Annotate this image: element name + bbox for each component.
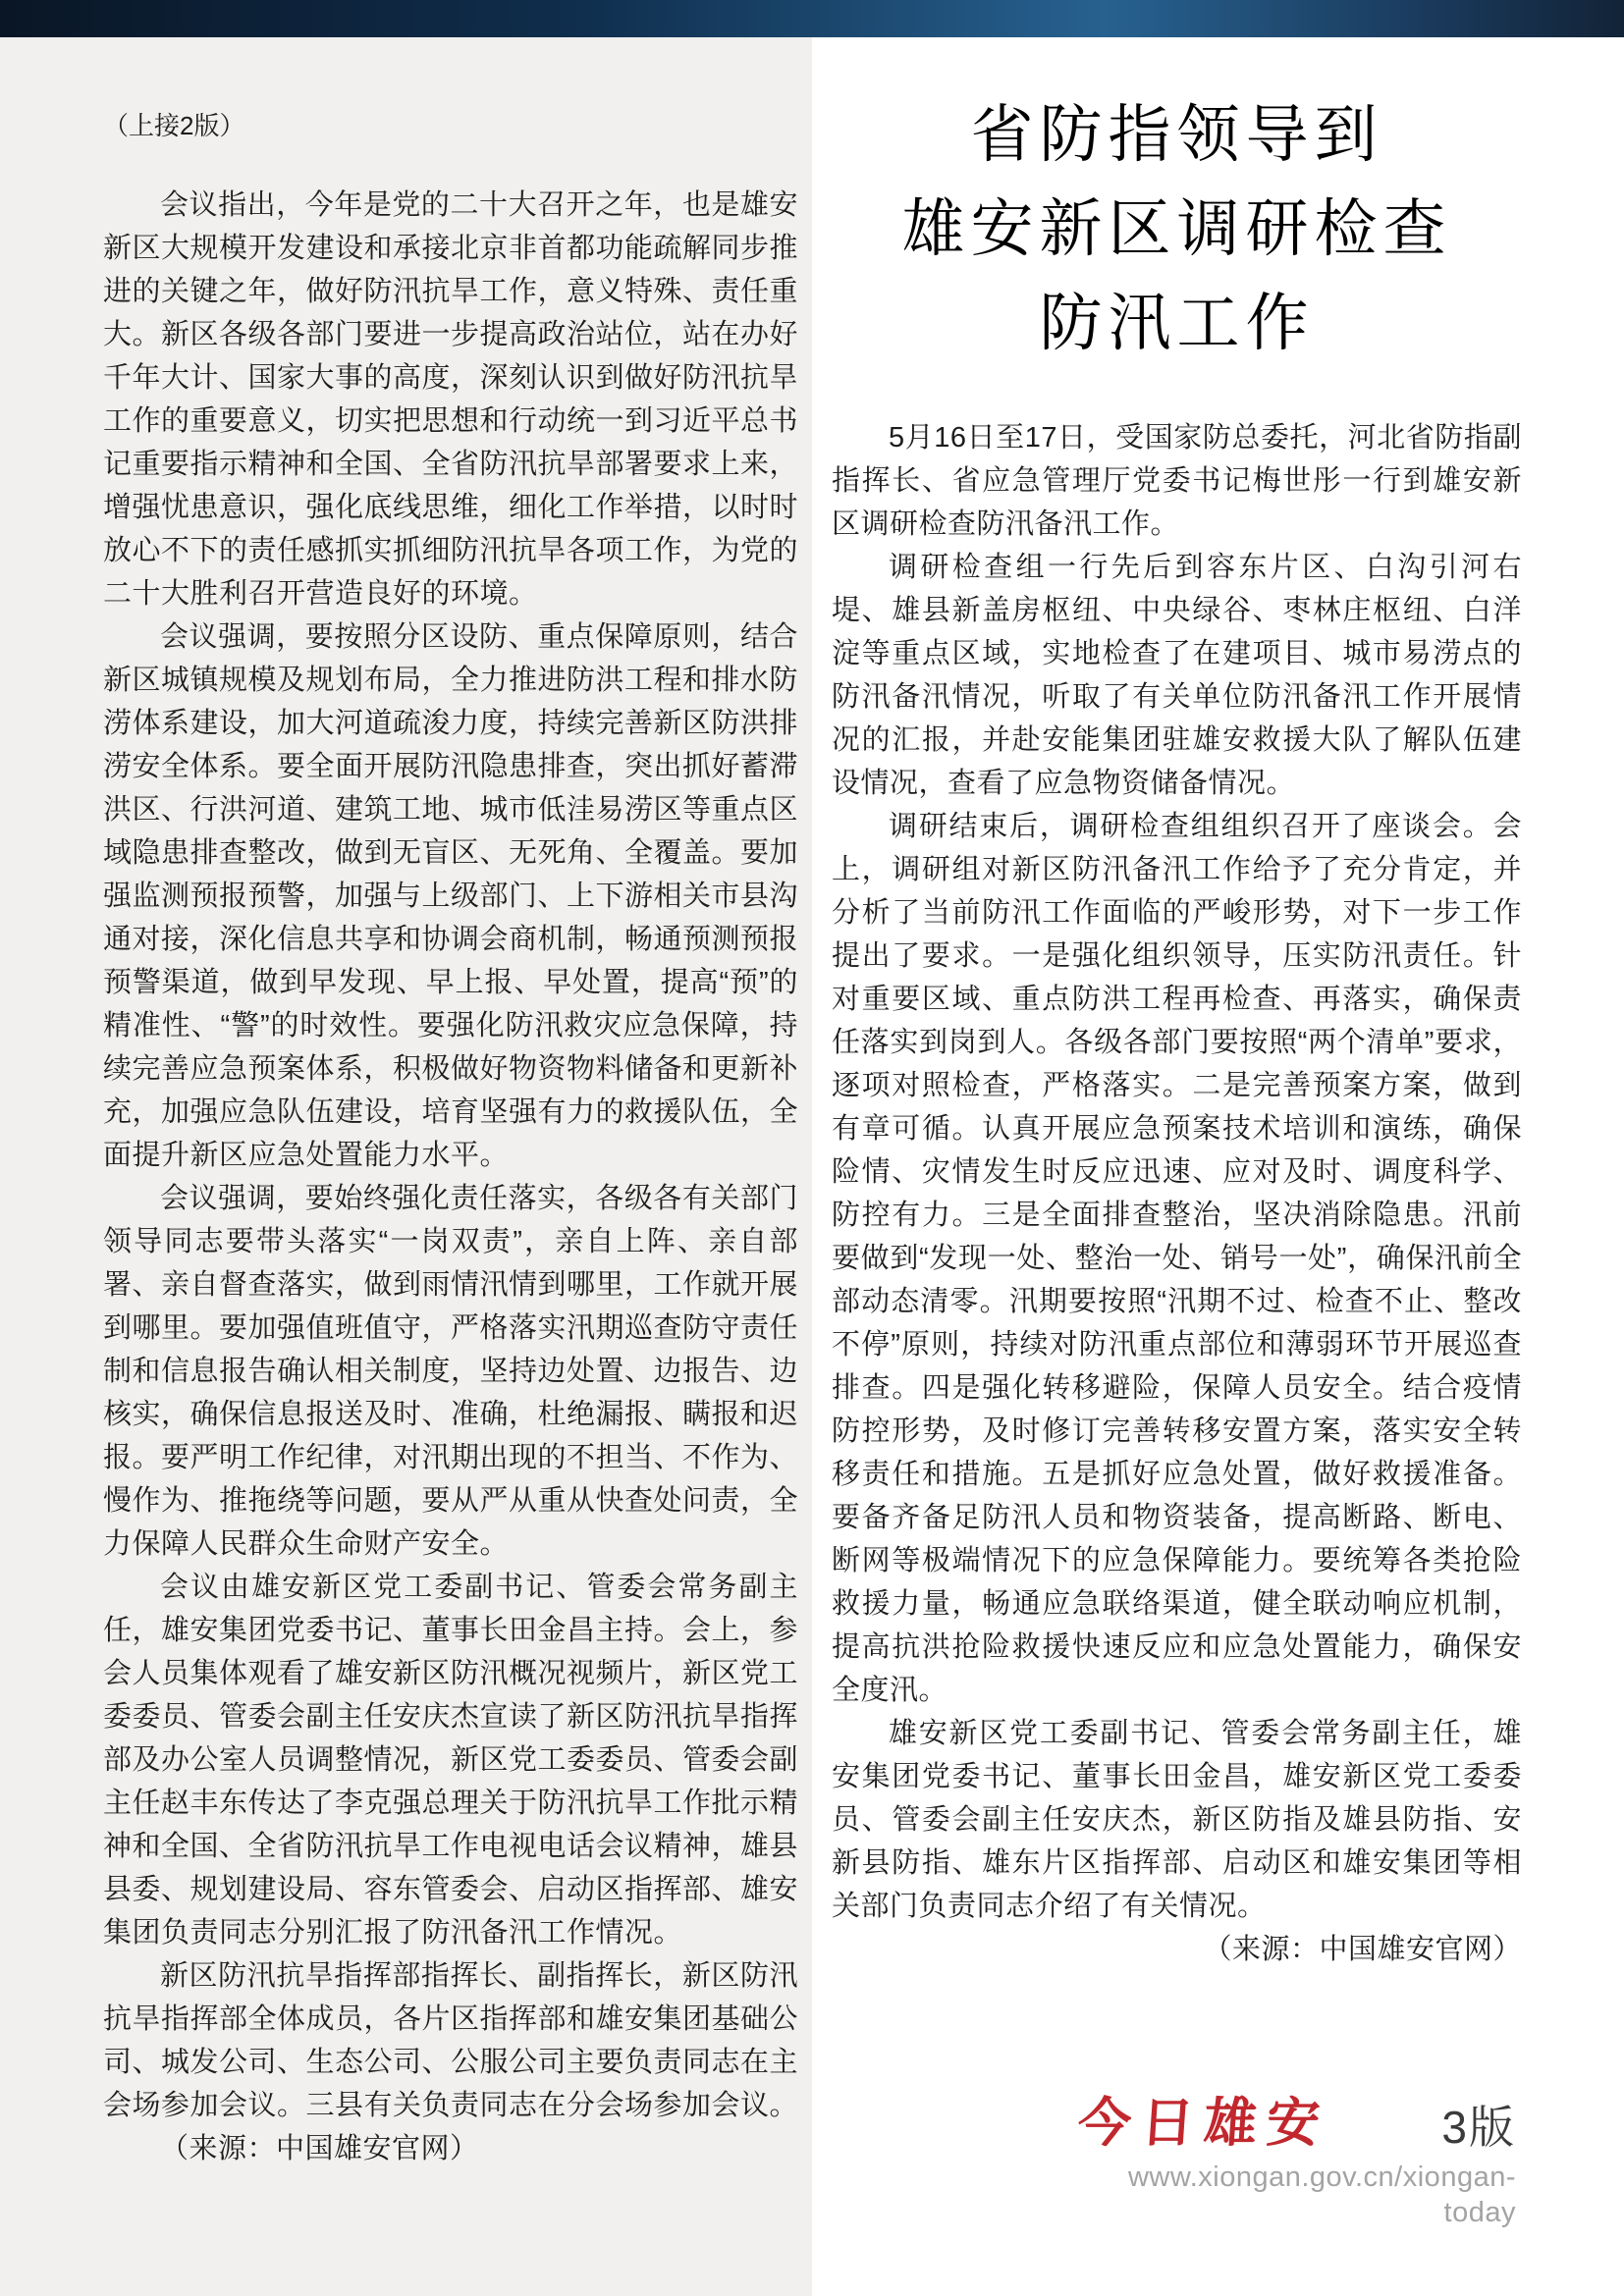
article-paragraph: 5月16日至17日，受国家防总委托，河北省防指副指挥长、省应急管理厅党委书记梅世彤一行到雄安新区调研检查防汛备汛工作。 bbox=[832, 422, 1522, 540]
headline-line: 防汛工作 bbox=[1039, 289, 1315, 358]
source-attribution: （来源：中国雄安官网） bbox=[160, 2133, 479, 2164]
article-paragraph: 会议强调，要按照分区设防、重点保障原则，结合新区城镇规模及规划布局，全力推进防洪工程和排水防涝体系建设，加大河道疏浚力度，持续完善新区防洪排涝安全体系。要全面开展防汛隐患排查，突出抓好蓄滞洪区、行洪河道、建筑工地、城市低洼易涝区等重点区域隐患排查整改，做到无盲区、无死角、全覆盖。要加强监测预报预警，加强与上级部门、上下游相关市县沟通对接，深化信息共享和协调会商机制，畅通预测预报预警渠道，做到早发现、早上报、早处置，提高“预”的精准性、“警”的时效性。要强化防汛救灾应急保障，持续完善应急预案体系，积极做好物资物料储备和更新补充，加强应急队伍建设，培育坚强有力的救援队伍，全面提升新区应急处置能力水平。 bbox=[103, 621, 799, 1171]
page-footer bbox=[1075, 2089, 1516, 2230]
article-paragraph bbox=[832, 1712, 1522, 1965]
paragraph-text: 雄安新区党工委副书记、管委会常务副主任，雄安集团党委书记、董事长田金昌，雄安新区党工委委员、管委会副主任安庆杰，新区防指及雄县防指、安新县防指、雄东片区指挥部、启动区和雄安集团等相关部门负责同志介绍了有关情况。 bbox=[832, 1718, 1522, 1922]
right-article-body bbox=[832, 416, 1522, 1965]
site-url: www.xiongan.gov.cn/xiongan-today bbox=[1127, 2162, 1516, 2228]
article-headline bbox=[832, 88, 1522, 371]
article-paragraph: 会议指出，今年是党的二十大召开之年，也是雄安新区大规模开发建设和承接北京非首都功能疏解同步推进的关键之年，做好防汛抗旱工作，意义特殊、责任重大。新区各级各部门要进一步提高政治站位，站在办好千年大计、国家大事的高度，深刻认识到做好防汛抗旱工作的重要意义，切实把思想和行动统一到习近平总书记重要指示精神和全国、全省防汛抗旱部署要求上来，增强忧患意识，强化底线思维，细化工作举措，以时时放心不下的责任感抓实抓细防汛抗旱各项工作，为党的二十大胜利召开营造良好的环境。 bbox=[103, 189, 799, 610]
headline-line: 雄安新区调研检查 bbox=[901, 194, 1452, 264]
left-article-body bbox=[103, 184, 798, 2170]
article-paragraph: 调研检查组一行先后到容东片区、白沟引河右堤、雄县新盖房枢纽、中央绿谷、枣林庄枢纽、白洋淀等重点区域，实地检查了在建项目、城市易涝点的防汛备汛情况，听取了有关单位防汛备汛工作开展情况的汇报，并赴安能集团驻雄安救援大队了解队伍建设情况，查看了应急物资储备情况。 bbox=[832, 552, 1522, 799]
article-paragraph: 会议由雄安新区党工委副书记、管委会常务副主任，雄安集团党委书记、董事长田金昌主持。会上，参会人员集体观看了雄安新区防汛概况视频片，新区党工委委员、管委会副主任安庆杰宣读了新区防汛抗旱指挥部及办公室人员调整情况，新区党工委委员、管委会副主任赵丰东传达了李克强总理关于防汛抗旱工作批示精神和全国、全省防汛抗旱工作电视电话会议精神，雄县县委、规划建设局、容东管委会、启动区指挥部、雄安集团负责同志分别汇报了防汛备汛工作情况。 bbox=[103, 1572, 799, 1949]
top-accent-bar bbox=[0, 0, 1624, 37]
footer-masthead-row bbox=[1075, 2089, 1516, 2158]
left-article-column bbox=[0, 37, 812, 2296]
continued-from-note: （上接2版） bbox=[103, 111, 245, 140]
article-paragraph: 会议强调，要始终强化责任落实，各级各有关部门领导同志要带头落实“一岗双责”，亲自上阵、亲自部署、亲自督查落实，做到雨情汛情到哪里，工作就开展到哪里。要加强值班值守，严格落实汛期巡查防守责任制和信息报告确认相关制度，坚持边处置、边报告、边核实，确保信息报送及时、准确，杜绝漏报、瞒报和迟报。要严明工作纪律，对汛期出现的不担当、不作为、慢作为、推拖绕等问题，要从严从重从快查处问责，全力保障人民群众生命财产安全。 bbox=[103, 1183, 799, 1560]
right-article-column bbox=[812, 37, 1624, 2296]
source-attribution: （来源：中国雄安官网） bbox=[1203, 1934, 1522, 1965]
masthead-logo: 今日雄安 bbox=[1075, 2094, 1332, 2153]
headline-line: 省防指领导到 bbox=[970, 100, 1383, 170]
page-number-badge: 3版 bbox=[1441, 2102, 1516, 2153]
article-paragraph: 调研结束后，调研检查组组织召开了座谈会。会上，调研组对新区防汛备汛工作给予了充分肯定，并分析了当前防汛工作面临的严峻形势，对下一步工作提出了要求。一是强化组织领导，压实防汛责任。针对重要区域、重点防洪工程再检查、再落实，确保责任落实到岗到人。各级各部门要按照“两个清单”要求，逐项对照检查，严格落实。二是完善预案方案，做到有章可循。认真开展应急预案技术培训和演练，确保险情、灾情发生时反应迅速、应对及时、调度科学、防控有力。三是全面排查整治，坚决消除隐患。汛前要做到“发现一处、整治一处、销号一处”，确保汛前全部动态清零。汛期要按照“汛期不过、检查不止、整改不停”原则，持续对防汛重点部位和薄弱环节开展巡查排查。四是强化转移避险，保障人员安全。结合疫情防控形势，及时修订完善转移安置方案，落实安全转移责任和措施。五是抓好应急处置，做好救援准备。要备齐备足防汛人员和物资装备，提高断路、断电、断网等极端情况下的应急保障能力。要统筹各类抢险救援力量，畅通应急联络渠道，健全联动响应机制，提高抗洪抢险救援快速反应和应急处置能力，确保安全度汛。 bbox=[832, 811, 1522, 1706]
article-paragraph: 新区防汛抗旱指挥部指挥长、副指挥长，新区防汛抗旱指挥部全体成员，各片区指挥部和雄安集团基础公司、城发公司、生态公司、公服公司主要负责同志在主会场参加会议。三县有关负责同志在分会场参加会议。 bbox=[103, 1960, 799, 2121]
